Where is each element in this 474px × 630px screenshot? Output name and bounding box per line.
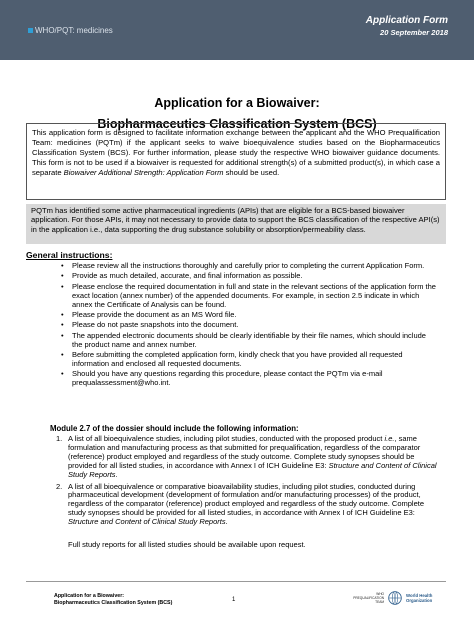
footer-divider: [26, 581, 446, 582]
api-notice-box: [26, 204, 446, 244]
pqt-label: WHO PREQUALIFICATION TEAM: [353, 592, 384, 604]
item-number: 2.: [56, 481, 63, 491]
list-item: • Please review all the instructions thoroughly and carefully prior to completing the current Application Form.: [61, 261, 425, 270]
bullet-icon: •: [61, 310, 64, 320]
document-title-line2: Biopharmaceutics Classification System (BCS): [97, 117, 377, 131]
header-banner: [0, 0, 474, 60]
bullet-icon: •: [61, 350, 64, 360]
closing-note: Full study reports for all listed studies should be available upon request.: [68, 540, 306, 549]
api-notice-text: PQTm has identified some active pharmaceutical ingredients (APIs) that are eligible for a BCS-based biowaiver application. For those APIs, it may not necessary to provide data to support the BCS classification of the respective API(s) in the application i.e., data supporting the drug substance solubility or absorption/permeability class.: [31, 206, 440, 234]
intro-box: [26, 123, 446, 200]
form-title-block: [366, 15, 448, 37]
bullet-icon: •: [61, 330, 64, 340]
intro-form-name: Biowaiver Additional Strength: Application Form: [63, 167, 224, 177]
list-item: • Before submitting the completed application form, kindly check that you have provided all requested information and enclosed all requested documents.: [61, 350, 403, 369]
module-list: [26, 435, 446, 530]
bullet-icon: •: [61, 261, 64, 270]
list-item: 2. A list of all bioequivalence or comparative bioavailability studies, including pilot studies, conducted during pharmaceutical development (development of formulation and/or manufacturing processes) of the product, regardless of the comparator (reference) product employed and regardless of the study outcome. Complete study synopses should be provided for all listed studies, in accordance with Annex I of ICH Guideline E3: Structure and Content of Clinical Study Reports.: [56, 481, 425, 527]
program-tag-text: WHO/PQT: medicines: [35, 26, 113, 35]
general-instructions-heading: General instructions:: [26, 250, 113, 260]
list-item: • Please do not paste snapshots into the document.: [61, 320, 239, 330]
list-item: • The appended electronic documents should be clearly identifiable by their file names, which should include the product name and annex number.: [61, 330, 426, 349]
form-date: 20 September 2018: [380, 27, 448, 37]
square-icon: [28, 28, 33, 33]
bullet-icon: •: [61, 281, 64, 291]
footer-logos: [346, 591, 450, 605]
list-item: 1. A list of all bioequivalence studies, including pilot studies, conducted with the proposed product i.e., same formulation and manufacturing process as that submitted for prequalification, regardless of the comparator (reference) product employed and regardless of the study outcome. Complete study synopses should be provided for all listed studies, in accordance with Annex I of ICH Guideline E3: Structure and Content of Clinical Study Reports.: [56, 434, 437, 479]
list-item: • Provide as much detailed, accurate, and final information as possible.: [61, 271, 303, 281]
form-title: Application Form: [365, 15, 448, 26]
list-item: • Please enclose the required documentation in full and state in the relevant sections of the application form the exact location (annex number) of the appended documents. For example, in section 2.5 indicate in which annex the Certificate of Analysis can be found.: [61, 281, 436, 309]
guideline-title: Structure and Content of Clinical Study Reports: [68, 517, 226, 527]
bullet-icon: •: [61, 320, 64, 330]
bullet-icon: •: [61, 271, 64, 281]
intro-text: This application form is designed to facilitate information exchange between the applicant and the WHO Prequalification Team: medicines (PQTm) if the applicant seeks to waive bioequivalence studies based on the Biopharmaceutics Classification System (BCS). For further information, please study the respective WHO biowaiver guidance documents. This form is not to be used if a biowaiver is requested for additional strength(s) of a submitted product(s), in which case a separate: [32, 128, 440, 177]
document-title-line1: Application for a Biowaiver:: [154, 96, 320, 110]
page-number: 1: [232, 597, 236, 603]
list-item: • Please provide the document as an MS Word file.: [61, 310, 237, 320]
bullet-icon: •: [61, 369, 64, 379]
list-item: • Should you have any questions regarding this procedure, please contact the PQTm via e-mail prequalassessment@who.int.: [61, 369, 383, 388]
who-name: World Health Organization: [406, 593, 433, 603]
module-heading: Module 2.7 of the dossier should include the following information:: [50, 424, 299, 433]
who-emblem-icon: [388, 591, 402, 605]
item-number: 1.: [56, 434, 63, 443]
footer-doc-title: Application for a Biowaiver: Biopharmaceutics Classification System (BCS): [54, 593, 173, 606]
instructions-list: [26, 262, 446, 390]
intro-text-end: should be used.: [223, 167, 280, 177]
program-tag: [28, 26, 113, 35]
guideline-title: Structure and Content of Clinical Study Reports: [68, 460, 437, 479]
